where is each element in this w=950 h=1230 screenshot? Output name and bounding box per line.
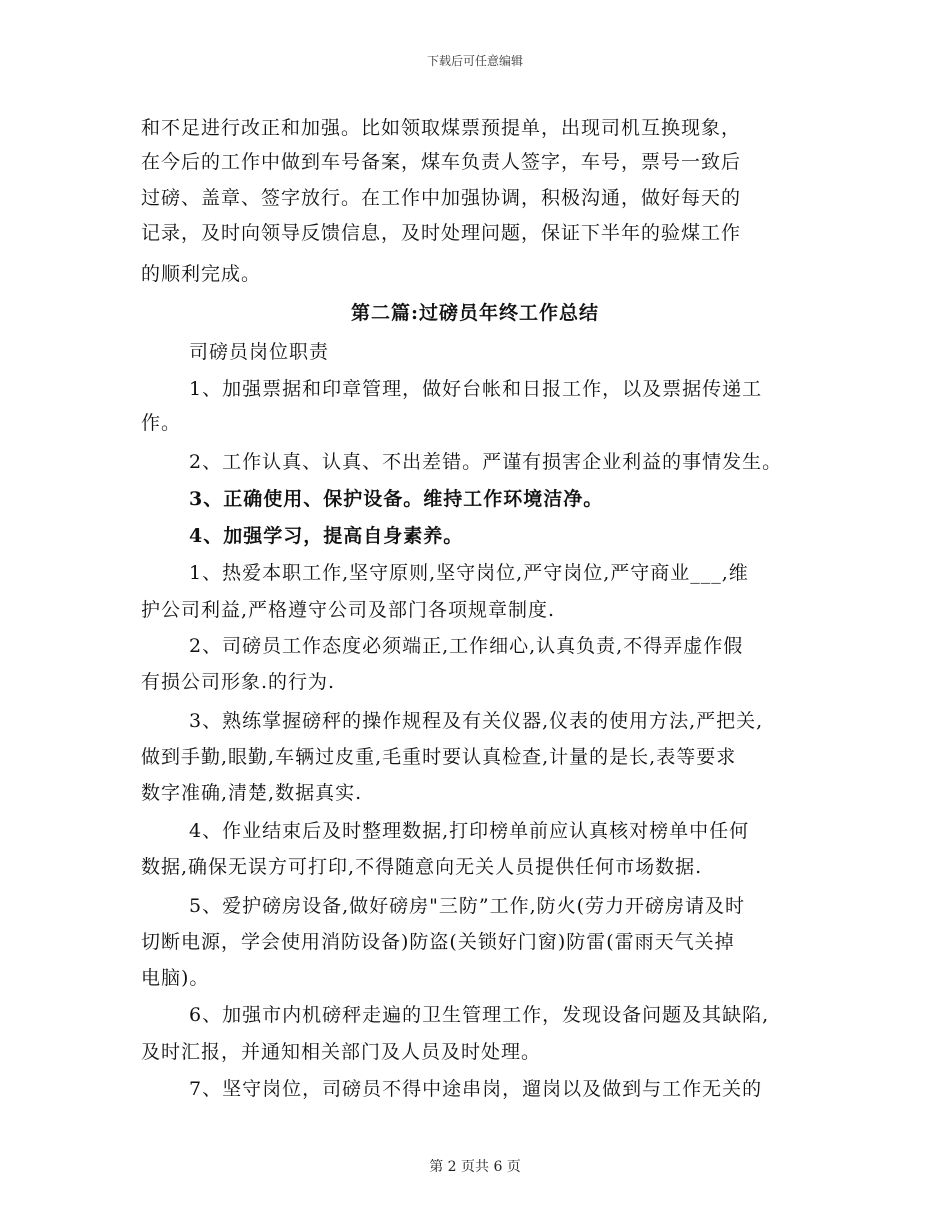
page-footer: 第 2 页共 6 页 (429, 1159, 521, 1175)
paragraph-line: 的顺利完成。 (141, 263, 262, 285)
subheading: 司磅员岗位职责 (189, 341, 330, 363)
rule-line: 护公司利益,严格遵守公司及部门各项规章制度. (141, 599, 556, 621)
rule-line: 6、加强市内机磅秤走遍的卫生管理工作，发现设备问题及其缺陷, (189, 1004, 770, 1026)
page-header: 下载后可任意编辑 (426, 54, 523, 68)
paragraph-line: 和不足进行改正和加强。比如领取煤票预提单，出现司机互换现象， (141, 117, 742, 139)
paragraph-line: 记录，及时向领导反馈信息，及时处理问题，保证下半年的验煤工作 (141, 222, 742, 244)
section-title: 第二篇:过磅员年终工作总结 (350, 302, 599, 324)
rule-line: 4、作业结束后及时整理数据,打印榜单前应认真核对榜单中任何 (189, 820, 750, 842)
rule-line: 2、司磅员工作态度必须端正,工作细心,认真负责,不得弄虚作假 (189, 635, 744, 657)
rule-line: 数据,确保无误方可打印,不得随意向无关人员提供任何市场数据. (141, 856, 703, 878)
rule-line: 做到手勤,眼勤,车辆过皮重,毛重时要认真检查,计量的是长,表等要求 (141, 746, 737, 768)
rule-line: 数字准确,清楚,数据真实. (141, 782, 363, 804)
rule-line: 有损公司形象.的行为. (141, 671, 336, 693)
duty-line: 2、工作认真、认真、不出差错。严谨有损害企业利益的事情发生。 (189, 451, 783, 473)
rule-line: 电脑)。 (141, 967, 210, 989)
rule-line: 5、爱护磅房设备,做好磅房"三防”工作,防火(劳力开磅房请及时 (189, 895, 746, 917)
duty-line: 作。 (141, 412, 182, 434)
rule-line: 及时汇报，并通知相关部门及人员及时处理。 (141, 1041, 542, 1063)
rule-line: 7、坚守岗位，司磅员不得中途串岗，遛岗以及做到与工作无关的 (189, 1078, 763, 1100)
paragraph-line: 过磅、盖章、签字放行。在工作中加强协调，积极沟通，做好每天的 (141, 187, 742, 209)
duty-line-bold: 3、正确使用、保护设备。维持工作环境洁净。 (189, 488, 604, 510)
rule-line: 1、热爱本职工作,坚守原则,坚守岗位,严守岗位,严守商业___,维 (189, 562, 749, 584)
duty-line: 1、加强票据和印章管理，做好台帐和日报工作，以及票据传递工 (189, 378, 763, 400)
rule-line: 切断电源，学会使用消防设备)防盗(关锁好门窗)防雷(雷雨天气关掉 (141, 931, 735, 953)
duty-line-bold: 4、加强学习，提高自身素养。 (189, 525, 464, 547)
rule-line: 3、熟练掌握磅秤的操作规程及有关仪器,仪表的使用方法,严把关, (189, 710, 764, 732)
paragraph-line: 在今后的工作中做到车号备案，煤车负责人签字，车号，票号一致后 (141, 151, 742, 173)
